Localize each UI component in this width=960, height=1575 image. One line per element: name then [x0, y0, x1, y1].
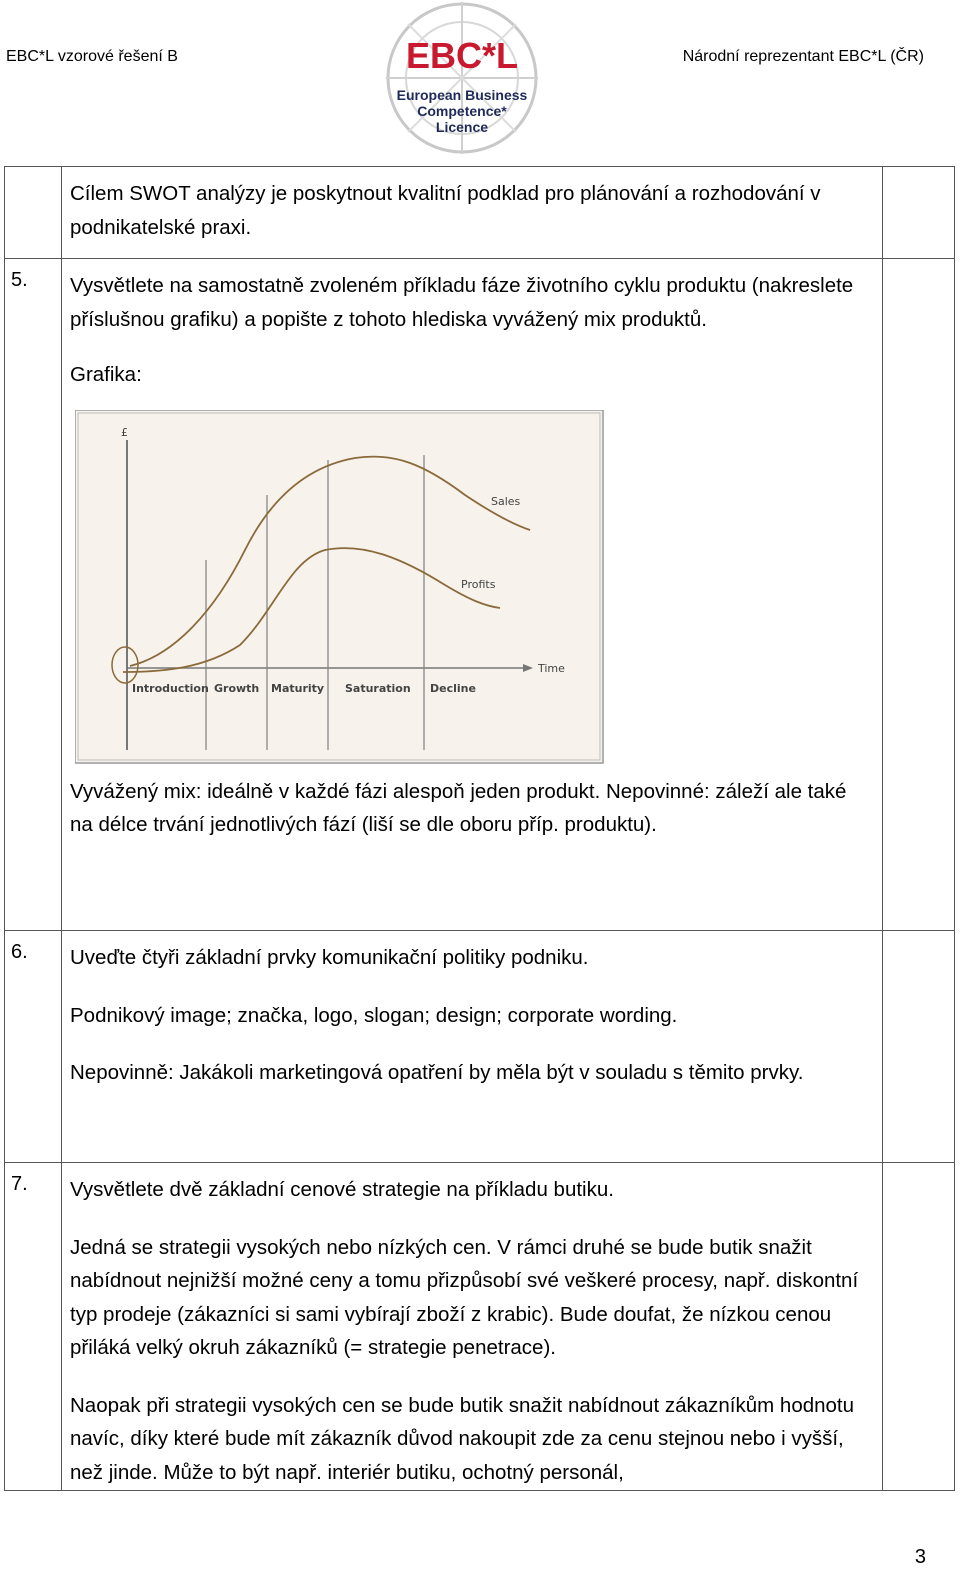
answer-text: Jedná se strategii vysokých nebo nízkých cen. V rámci druhé se bude butik snažit nabídnout nejnižší možné ceny a tomu přizpůsobí své veškeré procesy, např. diskontní typ prodeje (zákazníci si sami vybírají zboží z krabic). Bude doufat, že nízkou cenou přiláká velký okruh zákazníků (= strategie penetrace). [70, 1235, 859, 1359]
question-text: Vysvětlete na samostatně zvoleném příkladu fáze životního cyklu produktu (nakreslete příslušnou grafiku) a popište z tohoto hlediska vyvážený mix produktů. [70, 274, 854, 331]
answers-table [4, 166, 955, 1491]
answer-text: Vyvážený mix: ideálně v každé fázi alespoň jeden produkt. Nepovinné: záleží ale také na délce trvání jednotlivých fází (liší se dle oboru příp. produktu). [70, 779, 847, 836]
phase-label-growth: Growth [214, 681, 260, 695]
table-row [5, 931, 955, 1163]
phase-label-maturity: Maturity [271, 681, 325, 695]
question-number: 6. [11, 941, 28, 963]
phase-label-saturation: Saturation [345, 681, 411, 695]
header-right-text: Národní reprezentant EBC*L (ČR) [682, 48, 924, 65]
optional-answer-text: Nepovinně: Jakákoli marketingová opatření by měla být v souladu s těmito prvky. [70, 1061, 804, 1084]
answer-text: Podnikový image; značka, logo, slogan; design; corporate wording. [70, 1003, 678, 1027]
row-number-cell [5, 1163, 62, 1491]
logo-line2: Competence* [417, 103, 507, 119]
row-text-cell [62, 167, 883, 259]
row-number-cell [5, 931, 62, 1163]
row-number-cell [5, 259, 62, 931]
y-axis-label: £ [121, 425, 128, 439]
phase-label-decline: Decline [430, 681, 476, 695]
table-row [5, 1163, 955, 1491]
sales-label: Sales [491, 494, 521, 508]
page-number: 3 [914, 1546, 926, 1568]
table-row [5, 259, 955, 931]
logo-line1: European Business [396, 87, 528, 103]
swot-paragraph: Cílem SWOT analýzy je poskytnout kvalitní podklad pro plánování a rozhodování v podnikatelské praxi. [70, 182, 821, 239]
question-text: Vysvětlete dvě základní cenové strategie na příkladu butiku. [70, 1178, 614, 1201]
question-text: Uveďte čtyři základní prvky komunikační politiky podniku. [70, 946, 589, 969]
row-number-cell [5, 167, 62, 259]
logo-line3: Licence [435, 119, 489, 135]
table-row [5, 167, 955, 259]
x-axis-label: Time [538, 661, 565, 675]
answer-text-continued: Naopak při strategii vysokých cen se bude butik snažit nabídnout zákazníkům hodnotu navíc, díky které bude mít zákazník důvod nakoupit zde za cenu stejnou nebo i vyšší, než jinde. Může to být např. interiér butiku, ochotný personál, [70, 1393, 855, 1484]
row-text-cell [62, 259, 883, 931]
profits-label: Profits [461, 577, 496, 591]
header-left-text: EBC*L vzorové řešení B [6, 48, 178, 65]
points-cell [883, 167, 955, 259]
question-number: 5. [11, 269, 28, 291]
phase-label-introduction: Introduction [132, 681, 209, 695]
row-text-cell [62, 931, 883, 1163]
points-cell [883, 1163, 955, 1491]
row-text-cell [62, 1163, 883, 1491]
points-cell [883, 259, 955, 931]
product-lifecycle-figure [75, 410, 605, 765]
grafika-label: Grafika: [70, 363, 142, 386]
question-number: 7. [11, 1173, 28, 1195]
ebcl-logo [372, 0, 552, 160]
logo-brand: EBC*L [405, 35, 519, 76]
points-cell [883, 931, 955, 1163]
